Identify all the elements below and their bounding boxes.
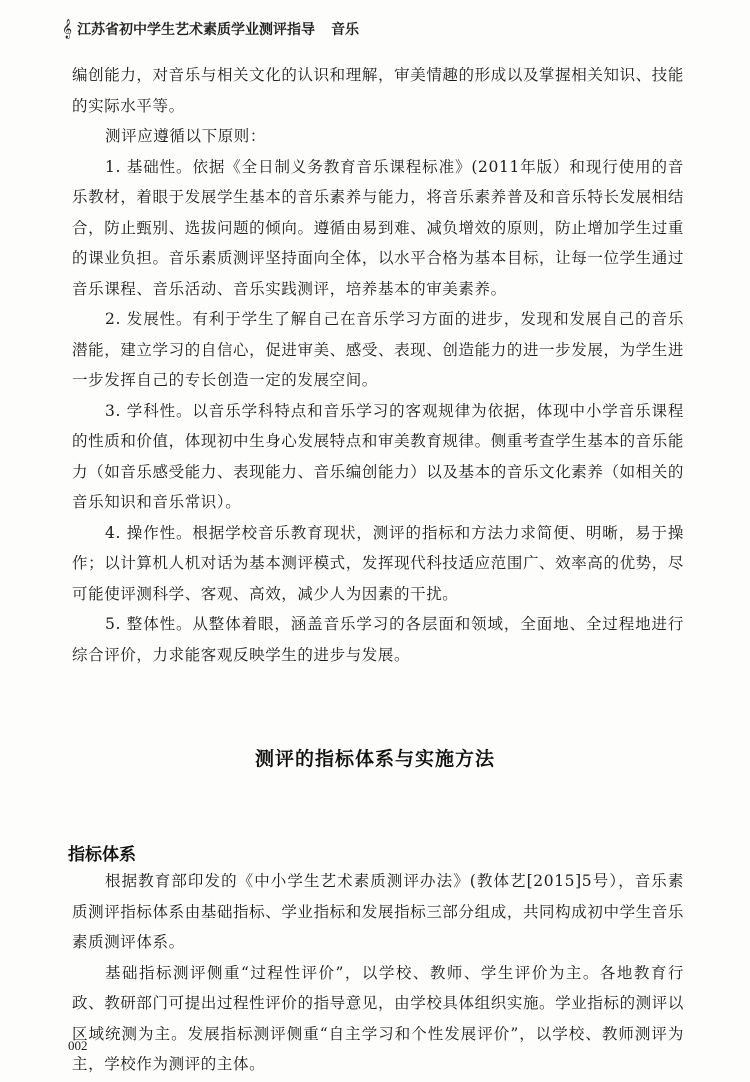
principle-discipline: 3. 学科性。以音乐学科特点和音乐学习的客观规律为依据，体现中小学音乐课程的性质和价值，体现初中生身心发展特点和审美教育规律。侧重考查学生基本的音乐能力（如音乐感受能力、表现能力、音乐编创能力）以及基本的音乐文化素养（如相关的音乐知识和音乐常识）。: [72, 401, 684, 511]
subsection-title: 指标体系: [68, 845, 136, 865]
book-title: 江苏省初中学生艺术素质学业测评指导: [77, 22, 316, 38]
principles-block: [72, 60, 684, 670]
subject-label: 音乐: [331, 22, 360, 38]
indicator-paragraph-2: 基础指标测评侧重“过程性评价”，以学校、教师、学生评价为主。各地教育行政、教研部门可提出过程性评价的指导意见，由学校具体组织实施。学业指标的测评以区域统测为主。发展指标测评侧重“自主学习和个性发展评价”，以学校、教师测评为主，学校作为测评的主体。: [72, 963, 684, 1073]
continued-paragraph: 编创能力，对音乐与相关文化的认识和理解，审美情趣的形成以及掌握相关知识、技能的实际水平等。: [72, 66, 684, 115]
indicator-paragraph-1: 根据教育部印发的《中小学生艺术素质测评办法》(教体艺[2015]5号），音乐素质测评指标体系由基础指标、学业指标和发展指标三部分组成，共同构成初中学生音乐素质测评体系。: [72, 872, 684, 951]
treble-clef-icon: 𝄞: [62, 18, 73, 39]
page-number: 002: [68, 1038, 88, 1053]
principle-basic: 1. 基础性。依据《全日制义务教育音乐课程标准》(2011年版）和现行使用的音乐教材，着眼于发展学生基本的音乐素养与能力，将音乐素养普及和音乐特长发展相结合，防止甄别、选拔问题的倾向。遵循由易到难、减负增效的原则，防止增加学生过重的课业负担。音乐素质测评坚持面向全体，以水平合格为基本目标，让每一位学生通过音乐课程、音乐活动、音乐实践测评，培养基本的审美素养。: [72, 157, 684, 298]
indicator-system-block: [72, 866, 684, 1080]
principle-integrity: 5. 整体性。从整体着眼，涵盖音乐学习的各层面和领域，全面地、全过程地进行综合评价，力求能客观反映学生的进步与发展。: [72, 615, 684, 664]
principle-development: 2. 发展性。有利于学生了解自己在音乐学习方面的进步，发现和发展自己的音乐潜能，建立学习的自信心，促进审美、感受、表现、创造能力的进一步发展，为学生进一步发挥自己的专长创造一定的发展空间。: [72, 310, 684, 389]
principle-operability: 4. 操作性。根据学校音乐教育现状，测评的指标和方法力求简便、明晰，易于操作；以计算机人机对话为基本测评模式，发挥现代科技适应范围广、效率高的优势，尽可能使评测科学、客观、高效，减少人为因素的干扰。: [72, 523, 684, 603]
running-header: [62, 18, 359, 40]
principles-lead: 测评应遵循以下原则：: [105, 127, 267, 145]
section-title: 测评的指标体系与实施方法: [254, 748, 495, 770]
